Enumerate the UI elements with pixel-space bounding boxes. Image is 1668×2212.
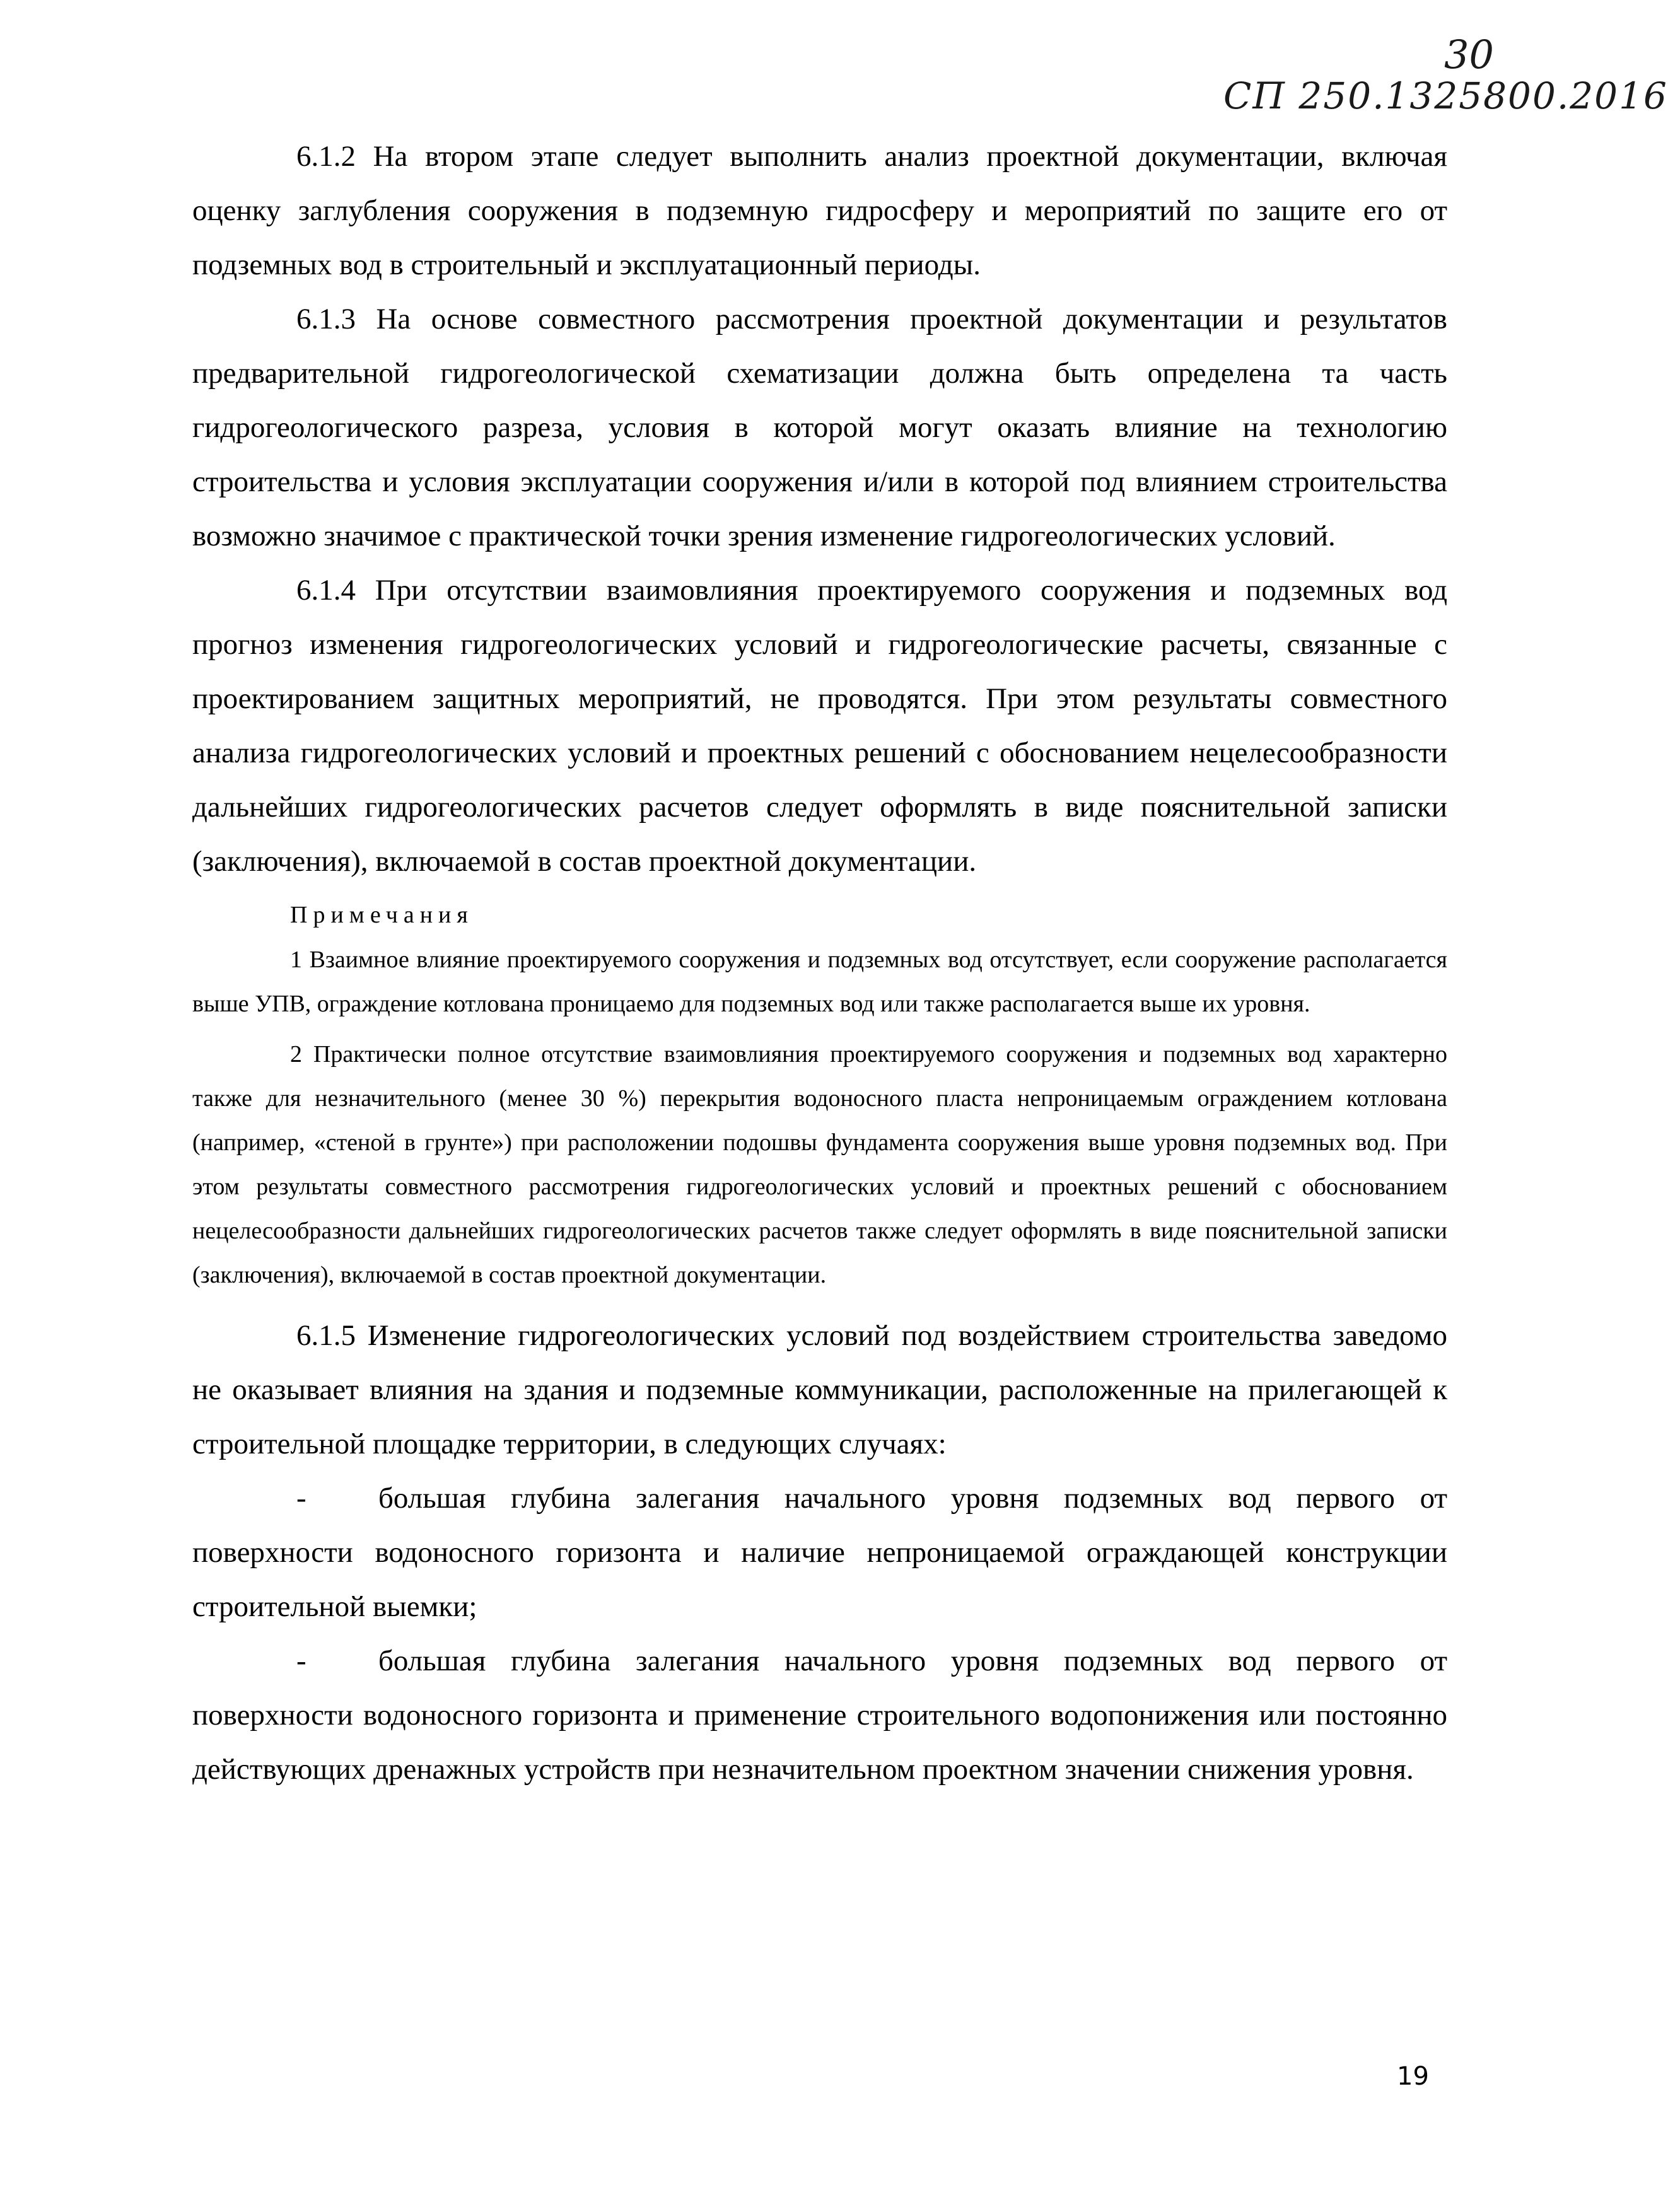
note-1: 1 Взаимное влияние проектируемого сооружения и подземных вод отсутствует, если сооружение располагается выше УПВ, ограждение котлована проницаемо для подземных вод или также располагается выше их уровня. <box>192 946 1447 1017</box>
paragraph-6-1-3: 6.1.3 На основе совместного рассмотрения проектной документации и результатов предварительной гидрогеологической схематизации должна быть определена та часть гидрогеологического разреза, условия в которой могут оказать влияние на технологию строительства и условия эксплуатации сооружения и/или в которой под влиянием строительства возможно значимое с практической точки зрения изменение гидрогеологических условий. <box>192 303 1447 552</box>
note-2: 2 Практически полное отсутствие взаимовлияния проектируемого сооружения и подземных вод характерно также для незначительного (менее 30 %) перекрытия водоносного пласта непроницаемым ограждением котлована (например, «стеной в грунте») при расположении подошвы фундамента сооружения выше уровня подземных вод. При этом результаты совместного рассмотрения гидрогеологических условий и проектных решений с обоснованием нецелесообразности дальнейших гидрогеологических расчетов также следует оформлять в виде пояснительной записки (заключения), включаемой в состав проектной документации. <box>192 1041 1447 1288</box>
list-dash: - <box>296 1482 306 1515</box>
list-item-1 <box>192 1471 1447 1634</box>
page-number: 19 <box>1397 2062 1429 2091</box>
document-body <box>192 129 1447 1796</box>
handwritten-document-code: СП 250.1325800.2016 <box>1223 74 1668 117</box>
notes-heading: Примечания <box>290 902 474 928</box>
paragraph-6-1-2: 6.1.2 На втором этапе следует выполнить анализ проектной документации, включая оценку заглубления сооружения в подземную гидросферу и мероприятий по защите его от подземных вод в строительный и эксплуатационный периоды. <box>192 140 1447 281</box>
list-item-2-text: большая глубина залегания начального уровня подземных вод первого от поверхности водоносного горизонта и применение строительного водопонижения или постоянно действующих дренажных устройств при незначительном проектном значении снижения уровня. <box>192 1644 1447 1786</box>
paragraph-6-1-5: 6.1.5 Изменение гидрогеологических условий под воздействием строительства заведомо не оказывает влияния на здания и подземные коммуникации, расположенные на прилегающей к строительной площадке территории, в следующих случаях: <box>192 1319 1447 1460</box>
paragraph-6-1-4: 6.1.4 При отсутствии взаимовлияния проектируемого сооружения и подземных вод прогноз изменения гидрогеологических условий и гидрогеологические расчеты, связанные с проектированием защитных мероприятий, не проводятся. При этом результаты совместного анализа гидрогеологических условий и проектных решений с обоснованием нецелесообразности дальнейших гидрогеологических расчетов следует оформлять в виде пояснительной записки (заключения), включаемой в состав проектной документации. <box>192 574 1447 878</box>
handwritten-sheet-number: 30 <box>1444 32 1494 78</box>
list-item-1-text: большая глубина залегания начального уровня подземных вод первого от поверхности водоносного горизонта и наличие непроницаемой ограждающей конструкции строительной выемки; <box>192 1482 1447 1623</box>
list-item-2 <box>192 1634 1447 1796</box>
list-dash: - <box>296 1644 306 1677</box>
